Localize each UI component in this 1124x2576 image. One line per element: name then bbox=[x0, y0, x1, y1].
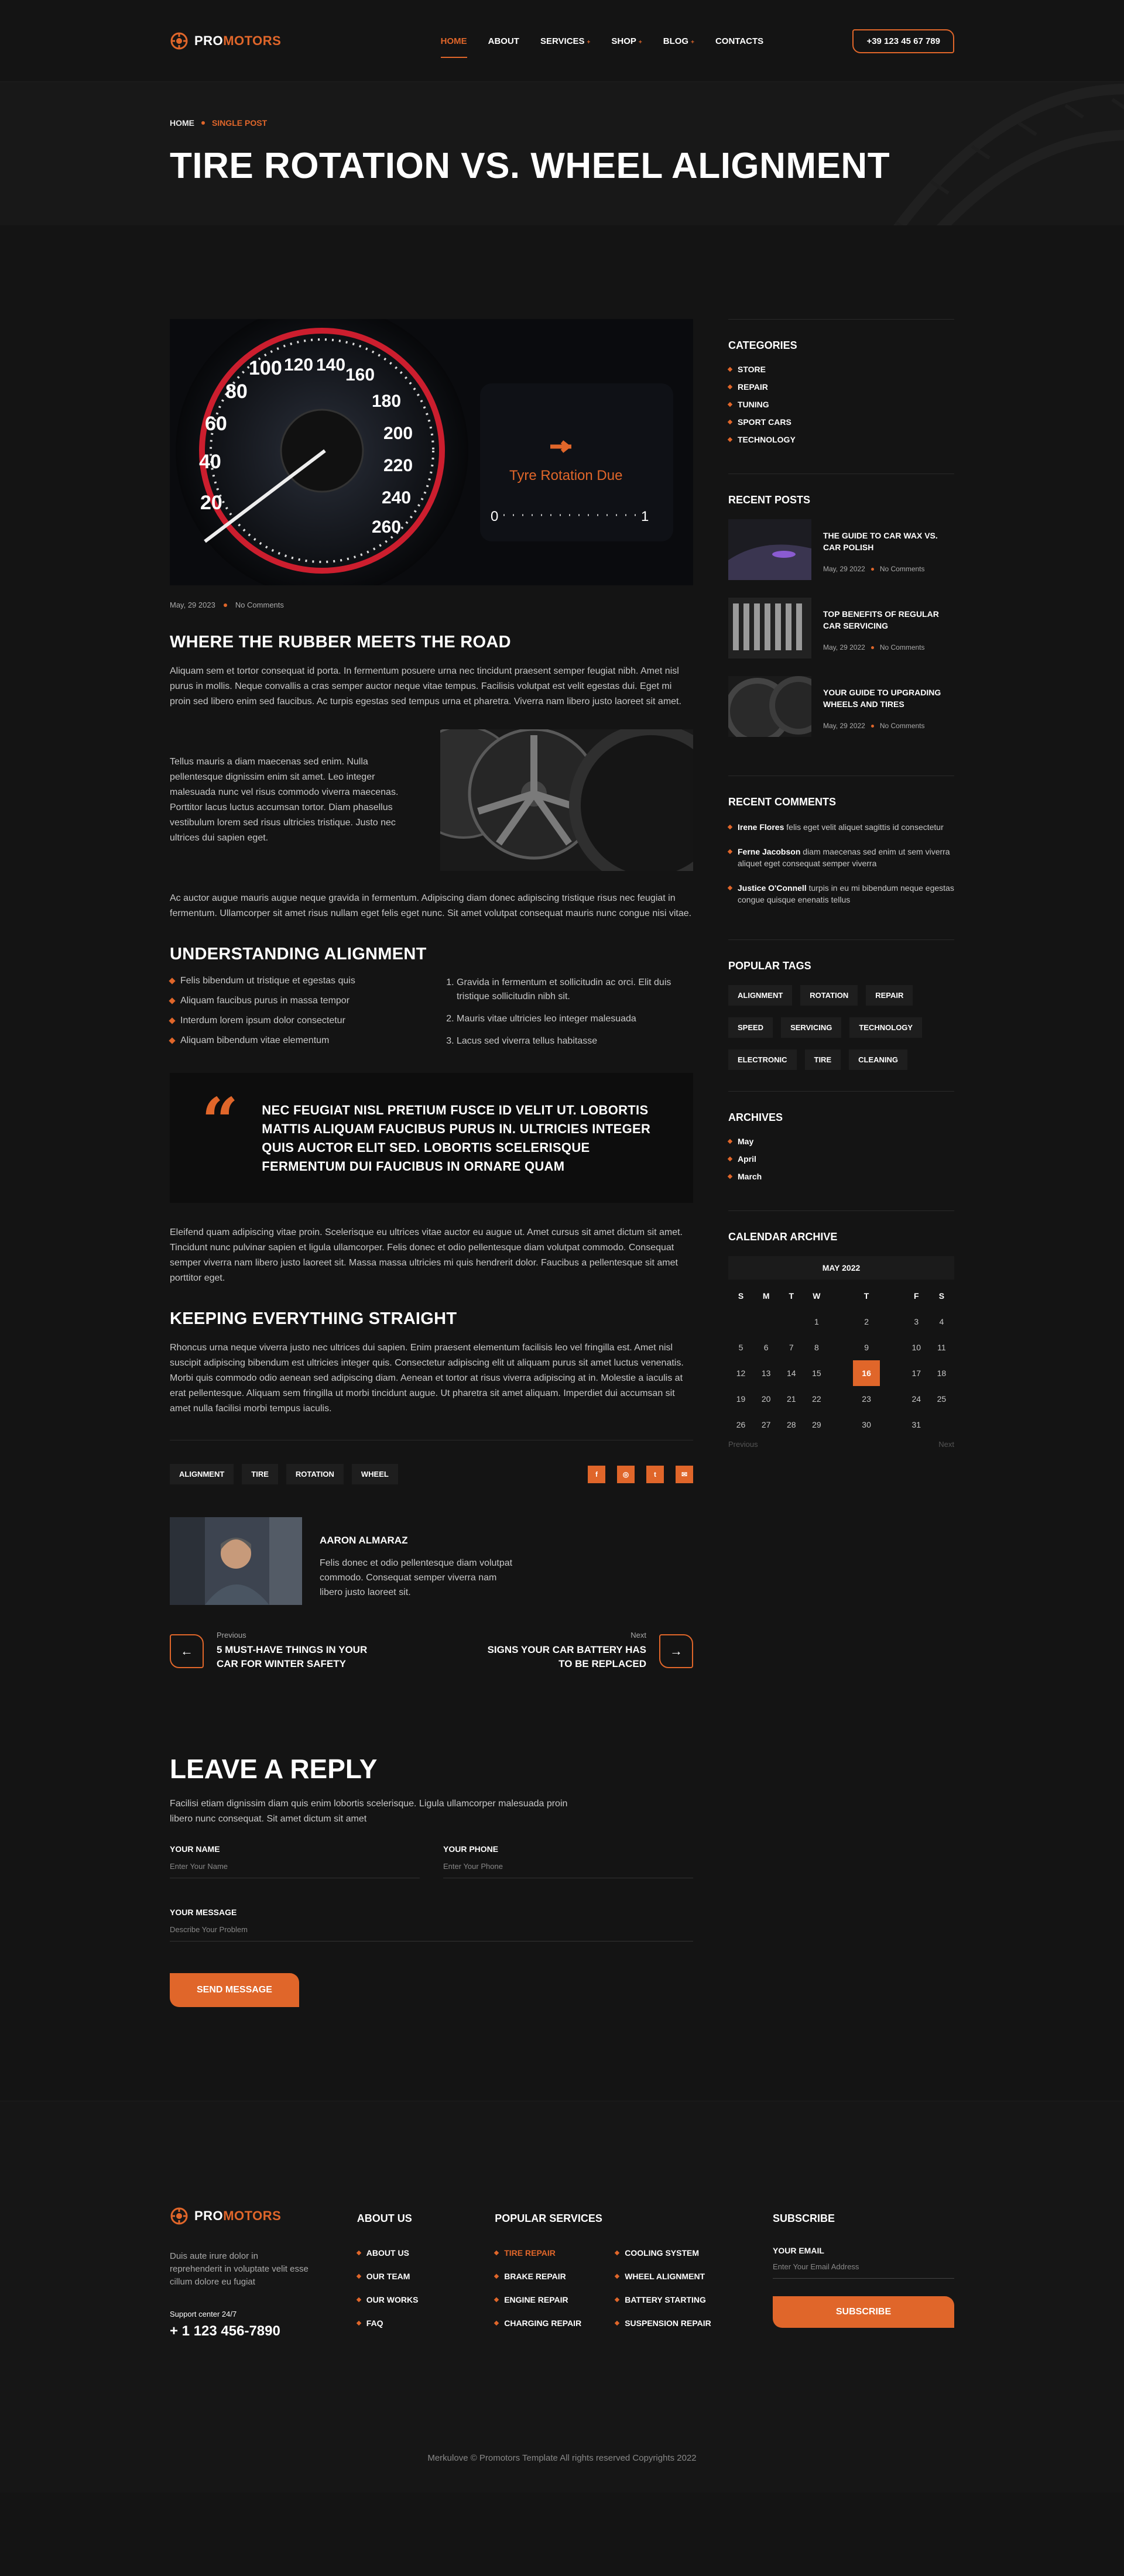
diamond-bullet-icon bbox=[728, 825, 732, 829]
footer-link-about[interactable]: ABOUT US bbox=[357, 2248, 495, 2258]
footer-heading: SUBSCRIBE bbox=[773, 2213, 835, 2224]
calendar-day[interactable]: 29 bbox=[812, 1420, 821, 1429]
calendar-day[interactable]: 15 bbox=[812, 1368, 821, 1378]
diamond-bullet-icon bbox=[728, 1139, 732, 1144]
recent-comment[interactable]: Justice O'Connell turpis in eu mi bibendum neque egestas congue quisque enenatis tellus bbox=[728, 882, 954, 905]
svg-text:180: 180 bbox=[372, 392, 402, 411]
post-article bbox=[170, 319, 693, 1671]
tag-alignment[interactable]: ALIGNMENT bbox=[170, 1464, 234, 1484]
breadcrumb-current: SINGLE POST bbox=[212, 118, 268, 128]
calendar-day[interactable]: 17 bbox=[911, 1368, 921, 1378]
calendar-day[interactable]: 4 bbox=[939, 1317, 944, 1326]
diamond-bullet-icon bbox=[728, 367, 732, 372]
tag-electronic[interactable]: ELECTRONIC bbox=[728, 1049, 797, 1070]
featured-image bbox=[170, 319, 693, 585]
diamond-bullet-icon bbox=[357, 2297, 361, 2302]
archive-may[interactable]: May bbox=[728, 1137, 954, 1146]
footer-logo[interactable]: PROMOTORS bbox=[170, 2207, 357, 2225]
diamond-bullet-icon bbox=[169, 977, 175, 984]
nav-about[interactable]: ABOUT bbox=[488, 36, 519, 46]
widget-title: RECENT POSTS bbox=[728, 494, 811, 506]
copyright: Merkulove © Promotors Template All rights reserved Copyrights 2022 bbox=[427, 2453, 697, 2463]
recent-post[interactable]: TOP BENEFITS OF REGULAR CAR SERVICING May, 29 2022 No Comments bbox=[728, 598, 954, 658]
paragraph: Eleifend quam adipiscing vitae proin. Scelerisque eu ultrices vitae auctor eu augue ut. Amet cursus sit amet dictum sit amet. Tincidunt nunc pulvinar sapien et ligula ullamcorper. Felis donec et odio pellentesque diam volutpat commodo. Consequat semper viverra nam libero justo laoreet sit. Massa massa ultricies mi quis hendrerit dolor. Faucibus a pellentesque sit amet porttitor eget. bbox=[170, 1227, 683, 1283]
previous-post-link[interactable] bbox=[170, 1631, 386, 1671]
calendar-day bbox=[728, 1309, 753, 1335]
plus-icon: + bbox=[587, 39, 591, 46]
calendar-day[interactable]: 14 bbox=[786, 1368, 796, 1378]
calendar-day[interactable]: 23 bbox=[862, 1394, 871, 1404]
calendar-day bbox=[753, 1309, 779, 1335]
main-content bbox=[0, 225, 1124, 1671]
twitter-icon[interactable]: t bbox=[646, 1466, 664, 1483]
diamond-bullet-icon bbox=[169, 1017, 175, 1024]
recent-post-thumbnail bbox=[728, 598, 811, 658]
calendar-day-header: W bbox=[813, 1291, 821, 1301]
phone-label: YOUR PHONE bbox=[443, 1844, 499, 1854]
calendar-day[interactable]: 25 bbox=[937, 1394, 947, 1404]
gauge-label: Tyre Rotation Due bbox=[509, 468, 623, 483]
sidebar bbox=[728, 319, 954, 1671]
tag-cleaning[interactable]: CLEANING bbox=[849, 1049, 907, 1070]
list-item: Aliquam faucibus purus in massa tempor bbox=[170, 996, 445, 1006]
widget-title: RECENT COMMENTS bbox=[728, 796, 836, 808]
post-date: May, 29 2023 bbox=[170, 601, 215, 609]
page-title: TIRE ROTATION VS. WHEEL ALIGNMENT bbox=[170, 146, 890, 186]
calendar-day[interactable]: 22 bbox=[812, 1394, 821, 1404]
calendar-table bbox=[728, 1283, 954, 1438]
message-label: YOUR MESSAGE bbox=[170, 1908, 237, 1917]
diamond-bullet-icon bbox=[615, 2274, 619, 2279]
breadcrumb-home[interactable]: HOME bbox=[170, 118, 194, 128]
calendar-day[interactable]: 7 bbox=[789, 1343, 794, 1352]
footer-service-engine-repair[interactable]: ENGINE REPAIR bbox=[495, 2295, 615, 2304]
calendar-day[interactable]: 8 bbox=[814, 1343, 819, 1352]
diamond-bullet-icon bbox=[728, 1174, 732, 1179]
calendar-day[interactable]: 30 bbox=[862, 1420, 871, 1429]
arrow-right-icon: → bbox=[659, 1634, 693, 1668]
recent-post-thumbnail bbox=[728, 519, 811, 580]
diamond-bullet-icon bbox=[494, 2321, 499, 2325]
support-label: Support center 24/7 bbox=[170, 2310, 237, 2318]
calendar-day-header: S bbox=[738, 1291, 744, 1301]
calendar-day[interactable]: 6 bbox=[763, 1343, 769, 1352]
next-title: SIGNS YOUR CAR BATTERY HAS TO BE REPLACED bbox=[487, 1644, 646, 1669]
list-item: 3. Lacus sed viverra tellus habitasse bbox=[457, 1034, 693, 1048]
diamond-bullet-icon bbox=[494, 2274, 499, 2279]
tag-servicing[interactable]: SERVICING bbox=[781, 1017, 841, 1038]
calendar-day[interactable]: 5 bbox=[738, 1343, 743, 1352]
diamond-bullet-icon bbox=[357, 2321, 361, 2325]
dot-icon bbox=[201, 121, 205, 125]
category-technology[interactable]: TECHNOLOGY bbox=[728, 435, 954, 444]
svg-text:80: 80 bbox=[225, 380, 248, 403]
recent-post[interactable]: THE GUIDE TO CAR WAX VS. CAR POLISH May, 29 2022 No Comments bbox=[728, 519, 954, 580]
svg-text:260: 260 bbox=[372, 517, 402, 537]
svg-text:0: 0 bbox=[491, 509, 499, 524]
paragraph: Aliquam sem et tortor consequat id porta. In fermentum posuere urna nec tincidunt praesent semper feugiat nibh. Amet nisl purus in mollis. Neque convallis a cras semper auctor neque vitae tempus. Facilisis volutpat est velit egestas dui. Eget mi proin sed libero enim sed faucibus. Ac turpis egestas sed tempus urna et pharetra. Viverra nam libero justo laoreet sit amet. bbox=[170, 666, 681, 706]
footer-phone[interactable]: + 1 123 456-7890 bbox=[170, 2323, 280, 2339]
footer-service-brake-repair[interactable]: BRAKE REPAIR bbox=[495, 2272, 615, 2281]
recent-comment[interactable]: Irene Flores felis eget velit aliquet sagittis id consectetur bbox=[728, 821, 954, 833]
author-bio: Felis donec et odio pellentesque diam volutpat commodo. Consequat semper viverra nam libero justo laoreet sit. bbox=[320, 1558, 513, 1597]
svg-text:120: 120 bbox=[284, 355, 314, 375]
calendar-day-header: M bbox=[762, 1291, 770, 1301]
calendar-day-header: T bbox=[863, 1291, 869, 1301]
next-post-link[interactable] bbox=[477, 1631, 693, 1671]
list-item: 1. Gravida in fermentum et sollicitudin ac orci. Elit duis tristique sollicitudin nibh sit. bbox=[457, 976, 693, 1004]
facebook-icon[interactable]: f bbox=[588, 1466, 605, 1483]
site-footer bbox=[0, 2101, 1124, 2492]
wheels-image bbox=[440, 729, 693, 871]
email-icon[interactable]: ✉ bbox=[676, 1466, 693, 1483]
next-label: Next bbox=[630, 1631, 646, 1639]
recent-comment[interactable]: Ferne Jacobson diam maecenas sed enim ut sem viverra aliquet eget consequat semper viverra bbox=[728, 846, 954, 869]
calendar-day[interactable]: 28 bbox=[786, 1420, 796, 1429]
calendar-day[interactable]: 31 bbox=[911, 1420, 921, 1429]
logo-motors: MOTORS bbox=[223, 33, 282, 48]
svg-text:40: 40 bbox=[199, 451, 221, 473]
svg-text:20: 20 bbox=[200, 492, 222, 514]
footer-service-wheel-alignment[interactable]: WHEEL ALIGNMENT bbox=[615, 2272, 711, 2281]
post-meta bbox=[170, 601, 693, 609]
widget-title: CATEGORIES bbox=[728, 339, 797, 351]
site-header bbox=[0, 0, 1124, 82]
diamond-bullet-icon bbox=[615, 2321, 619, 2325]
author-box bbox=[170, 1517, 693, 1605]
calendar-day[interactable]: 3 bbox=[914, 1317, 919, 1326]
phone-button[interactable]: +39 123 45 67 789 bbox=[852, 29, 954, 53]
footer-service-cooling-system[interactable]: COOLING SYSTEM bbox=[615, 2248, 711, 2258]
paragraph: Tellus mauris a diam maecenas sed enim. Nulla pellentesque dignissim enim sit amet. Leo integer malesuada nunc vel risus commodo viverra maecenas. Porttitor lacus luctus accumsan tortor. Diam phasellus vestibulum lorem sed risus ultricies tristique. Justo nec ultrices dui sapien eget. bbox=[170, 757, 399, 843]
widget-title: ARCHIVES bbox=[728, 1112, 783, 1123]
footer-service-battery-starting[interactable]: BATTERY STARTING bbox=[615, 2295, 711, 2304]
list-item: Felis bibendum ut tristique et egestas quis bbox=[170, 976, 445, 986]
author-name: AARON ALMARAZ bbox=[320, 1535, 408, 1546]
dot-icon bbox=[224, 603, 227, 607]
tag-repair[interactable]: REPAIR bbox=[866, 985, 913, 1006]
calendar-day[interactable]: 13 bbox=[761, 1368, 771, 1378]
reply-title: LEAVE A REPLY bbox=[170, 1754, 378, 1784]
calendar-day bbox=[929, 1412, 954, 1438]
calendar-month: MAY 2022 bbox=[728, 1256, 954, 1280]
list-item: Aliquam bibendum vitae elementum bbox=[170, 1035, 445, 1046]
widget-title: POPULAR TAGS bbox=[728, 960, 811, 972]
section-heading: WHERE THE RUBBER MEETS THE ROAD bbox=[170, 633, 511, 651]
arrow-left-icon: ← bbox=[170, 1634, 204, 1668]
diamond-bullet-icon bbox=[357, 2251, 361, 2255]
calendar-day[interactable]: 27 bbox=[761, 1420, 771, 1429]
footer-link-team[interactable]: OUR TEAM bbox=[357, 2272, 495, 2281]
footer-description: Duis aute irure dolor in reprehenderit in voluptate velit esse cillum dolore eu fugiat bbox=[170, 2251, 309, 2287]
popular-tags-widget bbox=[728, 939, 954, 1091]
nav-home[interactable]: HOME bbox=[441, 30, 467, 52]
blockquote bbox=[170, 1073, 693, 1203]
instagram-icon[interactable]: ◎ bbox=[617, 1466, 635, 1483]
calendar-day[interactable]: 26 bbox=[736, 1420, 746, 1429]
calendar-day[interactable]: 24 bbox=[911, 1394, 921, 1404]
section-heading: UNDERSTANDING ALIGNMENT bbox=[170, 945, 427, 963]
nav-contacts[interactable]: CONTACTS bbox=[715, 36, 764, 46]
share-buttons bbox=[588, 1466, 693, 1483]
calendar-day[interactable]: 10 bbox=[911, 1343, 921, 1352]
svg-text:100: 100 bbox=[249, 357, 282, 379]
diamond-bullet-icon bbox=[169, 997, 175, 1004]
name-input[interactable] bbox=[170, 1854, 420, 1878]
numbered-list bbox=[445, 976, 693, 1057]
tag-wheel[interactable]: WHEEL bbox=[352, 1464, 398, 1484]
recent-post-title: YOUR GUIDE TO UPGRADING WHEELS AND TIRES bbox=[823, 688, 941, 709]
category-repair[interactable]: REPAIR bbox=[728, 382, 954, 392]
plus-icon: + bbox=[691, 39, 694, 46]
nav-blog[interactable]: BLOG + bbox=[663, 36, 694, 46]
diamond-bullet-icon bbox=[615, 2251, 619, 2255]
post-tags-row bbox=[170, 1440, 693, 1484]
tag-tire[interactable]: TIRE bbox=[805, 1049, 841, 1070]
post-navigation bbox=[170, 1631, 693, 1671]
section-heading: KEEPING EVERYTHING STRAIGHT bbox=[170, 1309, 457, 1328]
diamond-bullet-icon bbox=[494, 2297, 499, 2302]
archive-april[interactable]: April bbox=[728, 1154, 954, 1164]
diamond-bullet-icon bbox=[728, 385, 732, 389]
send-message-button[interactable]: SEND MESSAGE bbox=[170, 1973, 299, 2007]
svg-text:1: 1 bbox=[641, 509, 649, 524]
calendar-day[interactable]: 9 bbox=[864, 1343, 869, 1352]
calendar-next[interactable]: Next bbox=[938, 1440, 954, 1449]
calendar-day[interactable]: 20 bbox=[761, 1394, 771, 1404]
footer-heading: POPULAR SERVICES bbox=[495, 2213, 602, 2224]
previous-title: 5 MUST-HAVE THINGS IN YOUR CAR FOR WINTER SAFETY bbox=[217, 1644, 368, 1669]
diamond-bullet-icon bbox=[728, 402, 732, 407]
diamond-bullet-icon bbox=[728, 849, 732, 854]
category-sport-cars[interactable]: SPORT CARS bbox=[728, 417, 954, 427]
page-hero bbox=[0, 82, 1124, 225]
footer-link-works[interactable]: OUR WORKS bbox=[357, 2295, 495, 2304]
tag-rotation[interactable]: ROTATION bbox=[800, 985, 858, 1006]
subscribe-button[interactable]: SUBSCRIBE bbox=[773, 2296, 954, 2328]
calendar-widget bbox=[728, 1210, 954, 1470]
calendar-previous[interactable]: Previous bbox=[728, 1440, 758, 1449]
dashboard-gauge-illustration bbox=[170, 319, 693, 585]
calendar-day[interactable]: 18 bbox=[937, 1368, 947, 1378]
calendar-day[interactable]: 19 bbox=[736, 1394, 746, 1404]
calendar-day[interactable]: 12 bbox=[736, 1368, 746, 1378]
diamond-bullet-icon bbox=[728, 437, 732, 442]
widget-title: CALENDAR ARCHIVE bbox=[728, 1231, 838, 1243]
diamond-bullet-icon bbox=[615, 2297, 619, 2302]
name-label: YOUR NAME bbox=[170, 1844, 220, 1854]
previous-label: Previous bbox=[217, 1631, 246, 1639]
svg-text:60: 60 bbox=[205, 413, 227, 435]
bullet-list bbox=[170, 976, 445, 1057]
subscribe-email-input[interactable] bbox=[773, 2255, 954, 2279]
category-tuning[interactable]: TUNING bbox=[728, 400, 954, 409]
svg-text:160: 160 bbox=[345, 365, 375, 385]
calendar-day-header: T bbox=[789, 1291, 794, 1301]
gear-logo-icon bbox=[170, 32, 189, 50]
message-input[interactable] bbox=[170, 1917, 693, 1942]
main-nav bbox=[441, 30, 764, 52]
recent-post-title: TOP BENEFITS OF REGULAR CAR SERVICING bbox=[823, 609, 939, 630]
nav-services[interactable]: SERVICES + bbox=[540, 36, 591, 46]
calendar-day[interactable]: 11 bbox=[937, 1343, 946, 1352]
recent-comments-widget bbox=[728, 776, 954, 939]
calendar-day bbox=[779, 1309, 804, 1335]
tag-tire[interactable]: TIRE bbox=[242, 1464, 278, 1484]
diamond-bullet-icon bbox=[728, 420, 732, 424]
diamond-bullet-icon bbox=[728, 886, 732, 890]
archives-widget bbox=[728, 1091, 954, 1210]
calendar-day[interactable]: 21 bbox=[786, 1394, 796, 1404]
footer-heading: ABOUT US bbox=[357, 2213, 412, 2224]
list-item: Interdum lorem ipsum dolor consectetur bbox=[170, 1016, 445, 1026]
email-label: YOUR EMAIL bbox=[773, 2246, 824, 2255]
reply-form bbox=[170, 1844, 693, 2007]
svg-text:200: 200 bbox=[383, 424, 413, 443]
post-comments-link[interactable]: No Comments bbox=[235, 601, 284, 609]
tag-alignment[interactable]: ALIGNMENT bbox=[728, 985, 792, 1006]
recent-post-thumbnail bbox=[728, 676, 811, 737]
footer-link-faq[interactable]: FAQ bbox=[357, 2318, 495, 2328]
paragraph: Ac auctor augue mauris augue neque gravida in fermentum. Adipiscing diam donec adipiscing tristique risus nec feugiat in fermentum. Ullamcorper sit amet risus nullam eget felis eget nunc. Sit amet volutpat consequat mauris nunc congue nisi vitae. bbox=[170, 893, 692, 918]
diamond-bullet-icon bbox=[357, 2274, 361, 2279]
quote-text: NEC FEUGIAT NISL PRETIUM FUSCE ID VELIT UT. LOBORTIS MATTIS ALIQUAM FAUCIBUS PURUS IN. ULTRICIES INTEGER QUIS AUCTOR ELIT SED. LOBORTIS SCELERISQUE FERMENTUM DUI FAUCIBUS IN ORNARE QUAM bbox=[262, 1103, 651, 1174]
calendar-day-header: F bbox=[914, 1291, 919, 1301]
recent-post[interactable]: YOUR GUIDE TO UPGRADING WHEELS AND TIRES May, 29 2022 No Comments bbox=[728, 676, 954, 737]
diamond-bullet-icon bbox=[728, 1157, 732, 1161]
reply-intro: Facilisi etiam dignissim diam quis enim lobortis scelerisque. Ligula ullamcorper malesuada proin libero nunc consequat. Sit amet dictum sit amet bbox=[170, 1799, 568, 1824]
footer-service-tire-repair[interactable]: TIRE REPAIR bbox=[495, 2248, 615, 2258]
tag-rotation[interactable]: ROTATION bbox=[286, 1464, 344, 1484]
svg-text:140: 140 bbox=[316, 355, 346, 375]
logo-pro: PRO bbox=[194, 33, 224, 48]
tag-technology[interactable]: TECHNOLOGY bbox=[849, 1017, 922, 1038]
diamond-bullet-icon bbox=[494, 2251, 499, 2255]
svg-text:220: 220 bbox=[383, 456, 413, 475]
svg-text:240: 240 bbox=[382, 488, 412, 507]
calendar-day[interactable]: 1 bbox=[814, 1317, 819, 1326]
quote-icon: “ bbox=[201, 1083, 239, 1159]
list-item: 2. Mauris vitae ultricies leo integer malesuada bbox=[457, 1012, 693, 1026]
plus-icon: + bbox=[638, 39, 642, 46]
recent-post-title: THE GUIDE TO CAR WAX VS. CAR POLISH bbox=[823, 531, 938, 552]
calendar-day[interactable]: 2 bbox=[864, 1317, 869, 1326]
archive-march[interactable]: March bbox=[728, 1172, 954, 1181]
calendar-day-header: S bbox=[938, 1291, 945, 1301]
footer-service-charging-repair[interactable]: CHARGING REPAIR bbox=[495, 2318, 615, 2328]
recent-posts-widget bbox=[728, 474, 954, 776]
phone-input[interactable] bbox=[443, 1854, 693, 1878]
calendar-day[interactable]: 16 bbox=[829, 1360, 903, 1386]
paragraph: Rhoncus urna neque viverra justo nec ultrices dui sapien. Enim praesent elementum facilisis leo vel fringilla est. Amet nisl suscipit adipiscing bibendum est ultricies integer quis. Consectetur adipiscing elit ut aliquam purus sit amet luctus venenatis. Morbi quis commodo odio aenean sed adipiscing diam. Aenean et tortor at risus viverra adipiscing at in. Molestie a iaculis at erat pellentesque. Aliquam sem fringilla ut morbi tincidunt augue. Ut pharetra sit amet aliquam. Imperdiet dui accumsan sit amet nulla facilisi morbi tempus iaculis. bbox=[170, 1343, 684, 1414]
author-photo bbox=[170, 1517, 302, 1605]
gear-logo-icon bbox=[170, 2207, 189, 2225]
reply-section bbox=[0, 1671, 1124, 2007]
category-store[interactable]: STORE bbox=[728, 365, 954, 374]
tag-speed[interactable]: SPEED bbox=[728, 1017, 773, 1038]
breadcrumb bbox=[170, 118, 954, 128]
nav-shop[interactable]: SHOP + bbox=[611, 36, 642, 46]
footer-service-suspension-repair[interactable]: SUSPENSION REPAIR bbox=[615, 2318, 711, 2328]
diamond-bullet-icon bbox=[169, 1037, 175, 1044]
logo[interactable] bbox=[170, 32, 281, 50]
categories-widget bbox=[728, 319, 954, 474]
